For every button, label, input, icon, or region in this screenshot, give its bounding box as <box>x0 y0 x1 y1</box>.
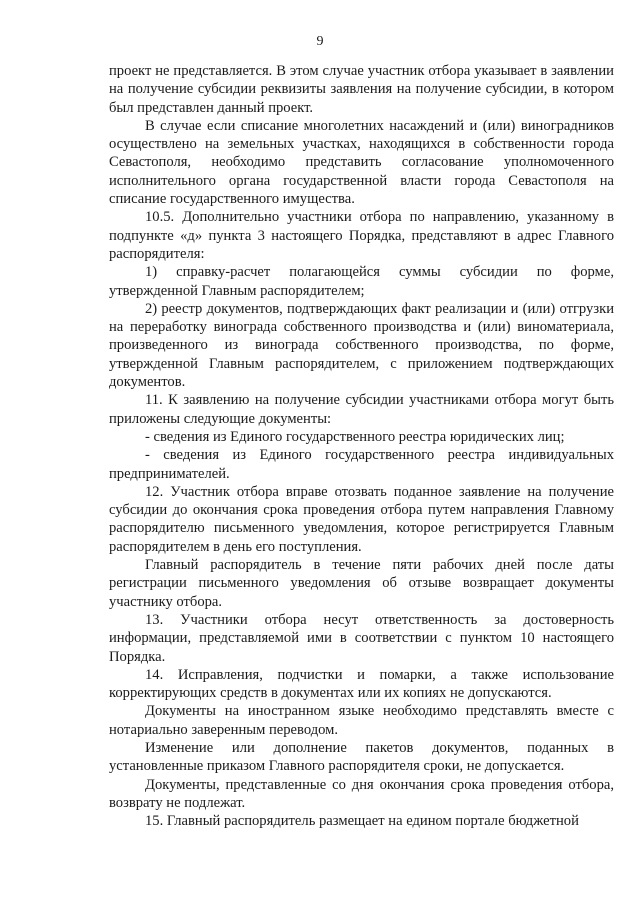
paragraph-11-item-2: - сведения из Единого государственного реестра индивидуальных предпринимателей. <box>109 447 614 482</box>
paragraph-continuation: проект не представляется. В этом случае участник отбора указывает в заявлении на получение субсидии реквизиты заявления на получение субсидии, в котором был представлен данный проект. <box>109 63 614 116</box>
paragraph-15: 15. Главный распорядитель размещает на едином портале бюджетной <box>145 813 579 830</box>
document-body <box>109 62 614 830</box>
paragraph-14-changes: Изменение или дополнение пакетов документов, поданных в установленные приказом Главного распорядителя сроки, не допускается. <box>109 739 614 775</box>
paragraph-10-5: 10.5. Дополнительно участники отбора по направлению, указанному в подпункте «д» пункта 3 настоящего Порядка, представляют в адрес Главного распорядителя: <box>109 209 614 262</box>
paragraph-10-5-item-2: 2) реестр документов, подтверждающих факт реализации и (или) отгрузки на переработку винограда собственного производства и (или) виноматериала, произведенного из винограда собственного производства, по форме, утвержденной Главным распорядителем, с приложением подтверждающих документов. <box>109 300 614 391</box>
paragraph-14-no-return: Документы, представленные со дня окончания срока проведения отбора, возврату не подлежат. <box>109 776 614 811</box>
paragraph-12: 12. Участник отбора вправе отозвать поданное заявление на получение субсидии до окончания срока проведения отбора путем направления Главному распорядителю письменного уведомления, которое регистрируется Главным распорядителем в день его поступления. <box>109 483 614 555</box>
paragraph-write-off: В случае если списание многолетних насаждений и (или) виноградников осуществлено на земельных участках, находящихся в собственности города Севастополя, необходимо представить согласование уполномоченного исполнительного органа государственной власти города Севастополя на списание государственного имущества. <box>109 117 614 208</box>
paragraph-14-foreign-docs: Документы на иностранном языке необходимо представлять вместе с нотариально заверенным переводом. <box>109 703 614 738</box>
paragraph-10-5-item-1: 1) справку-расчет полагающейся суммы субсидии по форме, утвержденной Главным распорядителем; <box>109 264 614 299</box>
page-number: 9 <box>316 34 324 49</box>
paragraph-11: 11. К заявлению на получение субсидии участниками отбора могут быть приложены следующие документы: <box>109 392 614 427</box>
paragraph-13: 13. Участники отбора несут ответственность за достоверность информации, представляемой ими в соответствии с пунктом 10 настоящего Порядка. <box>109 611 614 665</box>
paragraph-11-item-1: - сведения из Единого государственного реестра юридических лиц; <box>145 428 565 445</box>
paragraph-14: 14. Исправления, подчистки и помарки, а также использование корректирующих средств в документах или их копиях не допускаются. <box>109 666 614 702</box>
paragraph-12-return: Главный распорядитель в течение пяти рабочих дней после даты регистрации письменного уведомления об отзыве возвращает документы участнику отбора. <box>109 557 614 610</box>
